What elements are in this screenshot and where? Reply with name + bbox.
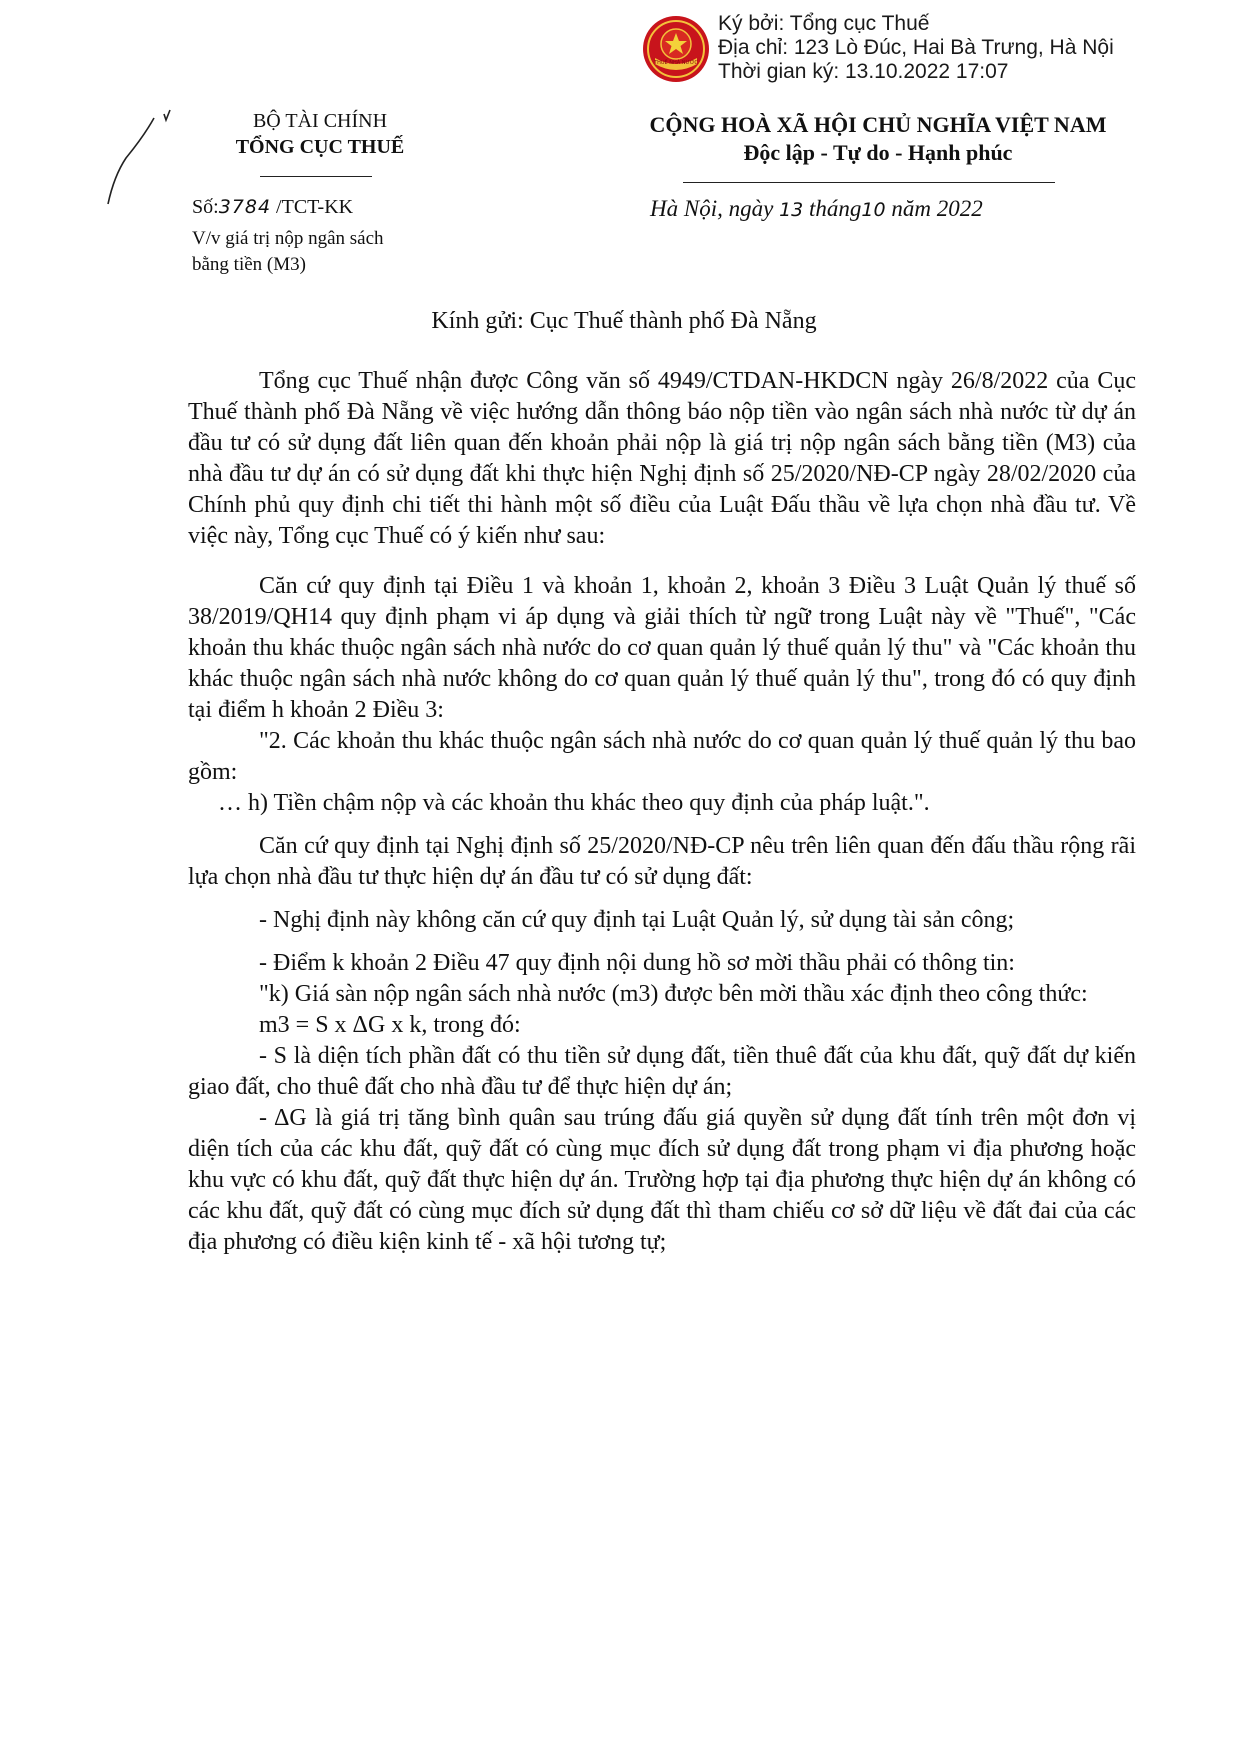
date-place: Hà Nội, ngày: [650, 196, 780, 221]
quote-clause-h: … h) Tiền chậm nộp và các khoản thu khác theo quy định của pháp luật.".: [218, 790, 930, 816]
digital-signature-info: [718, 12, 1114, 84]
signing-time: Thời gian ký: 13.10.2022 17:07: [718, 60, 1009, 83]
bullet-public-assets: - Nghị định này không căn cứ quy định tại Luật Quản lý, sử dụng tài sản công;: [259, 907, 1015, 933]
date-year: năm 2022: [885, 196, 983, 221]
date-line: [650, 196, 983, 222]
number-suffix: /TCT-KK: [271, 196, 354, 218]
signer-address: Địa chỉ: 123 Lò Đúc, Hai Bà Trưng, Hà Nội: [718, 36, 1114, 59]
tax-authority-seal: [641, 14, 711, 84]
document-body: [188, 366, 1136, 1258]
bullet-article-47: - Điểm k khoản 2 Điều 47 quy định nội dung hồ sơ mời thầu phải có thông tin:: [259, 950, 1015, 976]
document-subject: [192, 226, 492, 278]
department-underline: [260, 176, 372, 177]
handwritten-number: 3784: [218, 196, 272, 218]
signed-by: Ký bởi: Tổng cục Thuế: [718, 12, 930, 35]
document-number: [192, 196, 353, 219]
subject-line-2: bằng tiền (M3): [192, 254, 306, 275]
motto-underline: [683, 182, 1055, 183]
month-label: tháng: [803, 196, 862, 221]
handwritten-month: 10: [861, 199, 886, 221]
recipient: Kính gửi: Cục Thuế thành phố Đà Nẵng: [431, 308, 817, 334]
seal-text: THUẾ NHÀ NƯỚC: [654, 60, 698, 66]
paragraph-decree: Căn cứ quy định tại Nghị định số 25/2020/NĐ-CP nêu trên liên quan đến đấu thầu rộng rãi lựa chọn nhà đầu tư thực hiện dự án đầu tư có sử dụng đất:: [188, 833, 1136, 890]
national-motto: Độc lập - Tự do - Hạnh phúc: [743, 140, 1013, 165]
subject-line-1: V/v giá trị nộp ngân sách: [192, 228, 384, 249]
nation-title: CỘNG HOÀ XÃ HỘI CHỦ NGHĨA VIỆT NAM: [649, 112, 1107, 137]
department-name: TỔNG CỤC THUẾ: [235, 136, 405, 158]
quote-floor-price: "k) Giá sàn nộp ngân sách nhà nước (m3) được bên mời thầu xác định theo công thức:: [259, 981, 1088, 1007]
definition-delta-g: - ΔG là giá trị tăng bình quân sau trúng đấu giá quyền sử dụng đất tính trên một đơn vị diện tích của các khu đất, quỹ đất có cùng mục đích sử dụng đất trong phạm vi địa phương hoặc khu vực có khu đất, quỹ đất thực hiện dự án. Trường hợp tại địa phương thực hiện dự án không có các khu đất, quỹ đất có cùng mục đích sử dụng đất thì tham chiếu cơ sở dữ liệu về đất đai của các địa phương có điều kiện kinh tế - xã hội tương tự;: [188, 1105, 1136, 1255]
handwritten-day: 13: [779, 199, 804, 221]
definition-s: - S là diện tích phần đất có thu tiền sử dụng đất, tiền thuê đất của khu đất, quỹ đất dự kiến giao đất, cho thuê đất cho nhà đầu tư để thực hiện dự án;: [188, 1043, 1136, 1100]
paragraph-legal-basis: Căn cứ quy định tại Điều 1 và khoản 1, khoản 2, khoản 3 Điều 3 Luật Quản lý thuế số 38/2019/QH14 quy định phạm vi áp dụng và giải thích từ ngữ trong Luật này về "Thuế", "Các khoản thu khác thuộc ngân sách nhà nước do cơ quan quản lý thuế quản lý thu" và "Các khoản thu khác thuộc ngân sách nhà nước không do cơ quan quản lý thuế quản lý thu", trong đó có quy định tại điểm h khoản 2 Điều 3:: [188, 573, 1136, 723]
quote-clause-2: "2. Các khoản thu khác thuộc ngân sách nhà nước do cơ quan quản lý thuế quản lý thu bao gồm:: [188, 728, 1136, 785]
formula-m3: m3 = S x ΔG x k, trong đó:: [259, 1012, 521, 1038]
ministry-name: BỘ TÀI CHÍNH: [252, 110, 388, 132]
number-prefix: Số:: [192, 196, 219, 218]
paragraph-intro: Tổng cục Thuế nhận được Công văn số 4949/CTDAN-HKDCN ngày 26/8/2022 của Cục Thuế thành phố Đà Nẵng về việc hướng dẫn thông báo nộp tiền vào ngân sách nhà nước từ dự án đầu tư có sử dụng đất liên quan đến khoản phải nộp là giá trị nộp ngân sách bằng tiền (M3) của nhà đầu tư dự án có sử dụng đất khi thực hiện Nghị định số 25/2020/NĐ-CP ngày 28/02/2020 của Chính phủ quy định chi tiết thi hành một số điều của Luật Đấu thầu về lựa chọn nhà đầu tư. Về việc này, Tổng cục Thuế có ý kiến như sau:: [188, 368, 1136, 549]
